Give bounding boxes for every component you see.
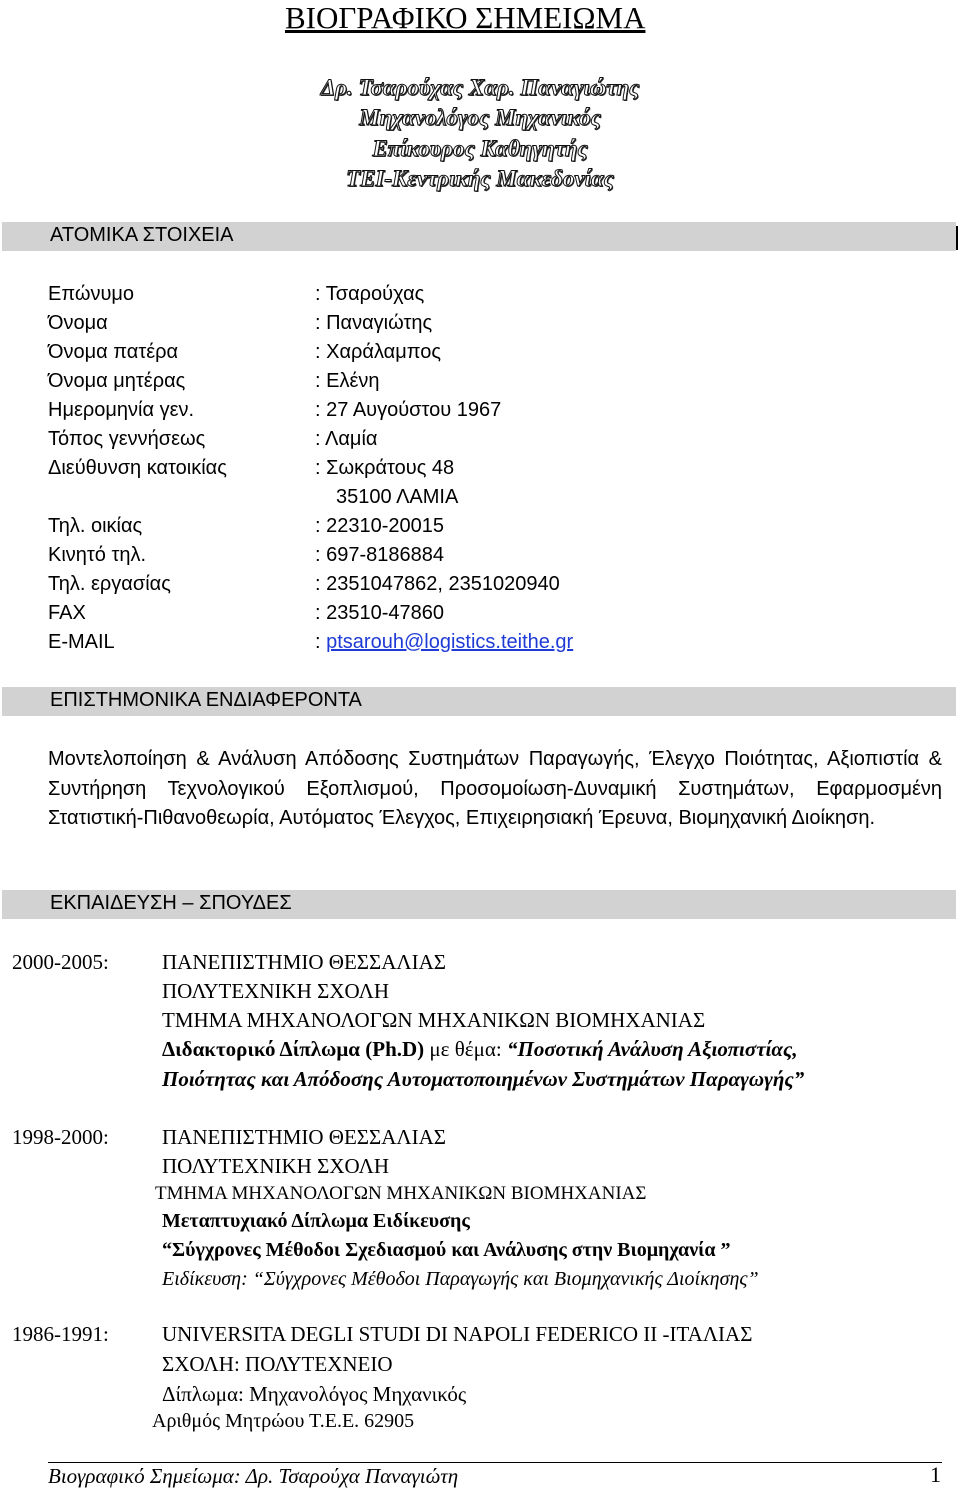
value-firstname: : Παναγιώτης xyxy=(315,312,433,334)
author-name: Δρ. Τσαρούχας Χαρ. Παναγιώτης xyxy=(320,75,640,100)
edu1-years: 2000-2005: xyxy=(12,950,109,974)
value-surname: : Τσαρούχας xyxy=(315,283,425,305)
author-position: Επίκουρος Καθηγητής xyxy=(372,136,588,161)
heading-divider xyxy=(956,226,958,250)
personal-heading: ΑΤΟΜΙΚΑ ΣΤΟΙΧΕΙΑ xyxy=(50,224,234,246)
page-number: 1 xyxy=(930,1462,941,1487)
value-fax: : 23510-47860 xyxy=(315,602,445,624)
label-birthplace: Τόπος γεννήσεως xyxy=(48,428,206,450)
label-firstname: Όνομα xyxy=(48,312,108,334)
edu2-department: ΤΜΗΜΑ ΜΗΧΑΝΟΛΟΓΩΝ ΜΗΧΑΝΙΚΩΝ ΒΙΟΜΗΧΑΝΙΑΣ xyxy=(155,1183,647,1204)
value-mobile: : 697-8186884 xyxy=(315,544,445,566)
edu1-degree: Διδακτορικό Δίπλωμα (Ph.D) xyxy=(162,1037,425,1061)
edu2-specialization: Ειδίκευση: “Σύγχρονες Μέθοδοι Παραγωγής και Βιομηχανικής Διοίκησης” xyxy=(162,1268,759,1290)
author-role: Μηχανολόγος Μηχανικός xyxy=(359,105,601,130)
education-heading-bar xyxy=(2,890,956,919)
edu1-degree-line xyxy=(162,1037,798,1062)
label-email: E-MAIL xyxy=(48,631,115,653)
value-father: : Χαράλαμπος xyxy=(315,341,442,363)
value-address: : Σωκράτους 48 xyxy=(315,457,455,479)
document-title: ΒΙΟΓΡΑΦΙΚΟ ΣΗΜΕΙΩΜΑ xyxy=(285,0,646,35)
edu3-registry: Αριθμός Μητρώου Τ.Ε.Ε. 62905 xyxy=(152,1410,415,1432)
edu1-university: ΠΑΝΕΠΙΣΤΗΜΙΟ ΘΕΣΣΑΛΙΑΣ xyxy=(162,950,446,974)
edu3-years: 1986-1991: xyxy=(12,1322,109,1346)
education-heading: ΕΚΠΑΙΔΕΥΣΗ – ΣΠΟΥΔΕΣ xyxy=(50,892,292,914)
edu1-thesis-title: “Ποσοτική Ανάλυση Αξιοπιστίας, xyxy=(506,1037,798,1061)
label-fax: FAX xyxy=(48,602,86,624)
label-father: Όνομα πατέρα xyxy=(48,341,179,363)
edu3-degree: Δίπλωμα: Μηχανολόγος Μηχανικός xyxy=(162,1382,467,1406)
value-work-phone: : 2351047862, 2351020940 xyxy=(315,573,560,595)
edu1-thesis-title-cont: Ποιότητας και Απόδοσης Αυτοματοποιημένων Συστημάτων Παραγωγής” xyxy=(162,1067,805,1091)
interests-heading-bar xyxy=(2,687,956,716)
edu1-school: ΠΟΛΥΤΕΧΝΙΚΗ ΣΧΟΛΗ xyxy=(162,979,390,1003)
label-work-phone: Τηλ. εργασίας xyxy=(48,573,171,595)
edu3-school: ΣΧΟΛΗ: ΠΟΛΥΤΕΧΝΕΙΟ xyxy=(162,1352,393,1376)
value-address-city: 35100 ΛΑΜΙΑ xyxy=(336,486,459,508)
label-mother: Όνομα μητέρας xyxy=(48,370,186,392)
email-link[interactable]: ptsarouh@logistics.teithe.gr xyxy=(326,631,574,653)
label-surname: Επώνυμο xyxy=(48,283,135,305)
label-address: Διεύθυνση κατοικίας xyxy=(48,457,227,479)
edu2-degree: Μεταπτυχιακό Δίπλωμα Ειδίκευσης xyxy=(162,1210,470,1232)
value-mother: : Ελένη xyxy=(315,370,380,392)
edu2-title: “Σύγχρονες Μέθοδοι Σχεδιασμού και Ανάλυσης στην Βιομηχανία ” xyxy=(162,1239,731,1261)
value-email xyxy=(315,631,573,654)
label-home-phone: Τηλ. οικίας xyxy=(48,515,143,537)
footer-divider xyxy=(48,1462,942,1463)
label-birthdate: Ημερομηνία γεν. xyxy=(48,399,195,421)
edu1-thesis-prefix: με θέμα: xyxy=(424,1037,507,1061)
value-birthdate: : 27 Αυγούστου 1967 xyxy=(315,399,502,421)
edu2-years: 1998-2000: xyxy=(12,1125,109,1149)
edu2-school: ΠΟΛΥΤΕΧΝΙΚΗ ΣΧΟΛΗ xyxy=(162,1154,390,1178)
label-mobile: Κινητό τηλ. xyxy=(48,544,147,566)
edu3-university: UNIVERSITA DEGLI STUDI DI NAPOLI FEDERICO II -ΙΤΑΛΙΑΣ xyxy=(162,1322,753,1346)
edu1-department: ΤΜΗΜΑ ΜΗΧΑΝΟΛΟΓΩΝ ΜΗΧΑΝΙΚΩΝ ΒΙΟΜΗΧΑΝΙΑΣ xyxy=(162,1008,706,1032)
author-institution: ΤΕΙ-Κεντρικής Μακεδονίας xyxy=(346,166,614,191)
personal-heading-bar xyxy=(2,222,956,251)
footer-text: Βιογραφικό Σημείωμα: Δρ. Τσαρούχα Παναγιώτη xyxy=(48,1464,459,1488)
edu2-university: ΠΑΝΕΠΙΣΤΗΜΙΟ ΘΕΣΣΑΛΙΑΣ xyxy=(162,1125,446,1149)
email-colon: : xyxy=(315,631,327,653)
interests-paragraph: Μοντελοποίηση & Ανάλυση Απόδοσης Συστημάτων Παραγωγής, Έλεγχο Ποιότητας, Αξιοπιστία & Συντήρηση Τεχνολογικού Εξοπλισμού, Προσομοίωση-Δυναμική Συστημάτων, Εφαρμοσμένη Στατιστική-Πιθανοθεωρία, Αυτόματος Έλεγχος, Επιχειρησιακή Έρευνα, Βιομηχανική Διοίκηση. xyxy=(48,748,942,829)
interests-heading: ΕΠΙΣΤΗΜΟΝΙΚΑ ΕΝΔΙΑΦΕΡΟΝΤΑ xyxy=(50,689,362,711)
value-birthplace: : Λαμία xyxy=(315,428,378,450)
value-home-phone: : 22310-20015 xyxy=(315,515,445,537)
